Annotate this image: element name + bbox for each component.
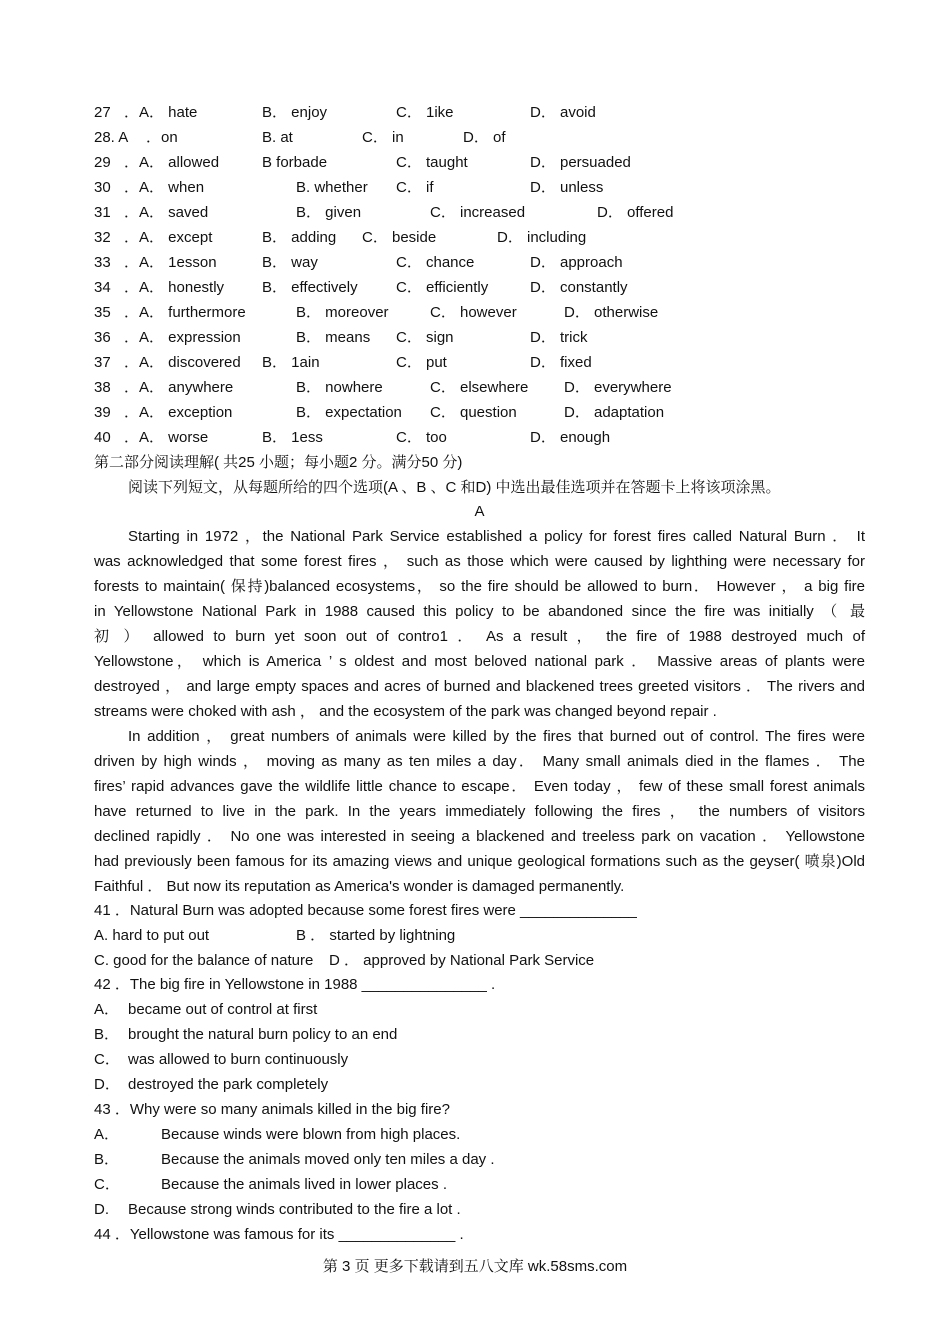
option-b: B ． started by lightning [296, 927, 456, 944]
option-letter: C． [94, 1051, 120, 1068]
question-number: 32 [94, 229, 111, 246]
option-a: ．A． except [124, 229, 213, 246]
option-b: B． 1ess [262, 429, 323, 446]
option-a: ．A． saved [124, 204, 209, 221]
option-b: B． nowhere [296, 379, 383, 396]
option-text: became out of control at first [128, 1001, 318, 1018]
option-b: B forbade [262, 154, 328, 171]
option-b: B． given [296, 204, 362, 221]
question-number: 35 [94, 304, 111, 321]
option-text: Because strong winds contributed to the fire a lot . [128, 1201, 461, 1218]
option-a: ．A． anywhere [124, 379, 234, 396]
option-letter: A． [94, 1126, 120, 1143]
option-a: ．on [146, 129, 178, 146]
option-c: C． sign [396, 329, 454, 346]
passage-line: In addition ， great numbers of animals were killed by the fires that burned out of control. The fires were [128, 728, 865, 745]
passage-line: in Yellowstone National Park in 1988 caused this policy to be abandoned since the fire was initially （ 最 [94, 603, 865, 620]
question-44-stem: 44 ．Yellowstone was famous for its ______________ . [94, 1226, 464, 1243]
option-d: D． including [497, 229, 587, 246]
option-c: C. good for the balance of nature [94, 952, 314, 969]
option-text: brought the natural burn policy to an end [128, 1026, 398, 1043]
question-number: 27 [94, 104, 111, 121]
option-c: C． chance [396, 254, 475, 271]
option-a: ．A． exception [124, 404, 233, 421]
option-letter: D． [94, 1076, 120, 1093]
passage-line: driven by high winds ， moving as many as ten miles a day． Many small animals died in the flames ． The [94, 753, 865, 770]
passage-line: destroyed ， and large empty spaces and acres of burned and blackened trees greeted visitors ． The rivers and [94, 678, 865, 695]
passage-line: 初 ） allowed to burn yet soon out of contro1 ． As a result ， the fire of 1988 destroyed much of [94, 628, 865, 645]
option-text: Because winds were blown from high places. [161, 1126, 461, 1143]
option-a: ．A． allowed [124, 154, 220, 171]
option-letter: A． [94, 1001, 120, 1018]
option-a: ．A． expression [124, 329, 241, 346]
option-letter: C． [94, 1176, 120, 1193]
option-b: B． moreover [296, 304, 389, 321]
question-number: 40 [94, 429, 111, 446]
option-d: D． approach [530, 254, 623, 271]
option-d: D． unless [530, 179, 604, 196]
option-letter: B． [94, 1026, 120, 1043]
option-c: C． beside [362, 229, 437, 246]
option-letter: B． [94, 1151, 120, 1168]
option-text: destroyed the park completely [128, 1076, 329, 1093]
passage-line: forests to maintain( 保持)balanced ecosystems， so the fire should be allowed to burn． However ， a big fire [94, 578, 865, 595]
option-a: ．A． honestly [124, 279, 225, 296]
option-d: D ． approved by National Park Service [329, 952, 595, 969]
option-c: C． efficiently [396, 279, 489, 296]
section-title: 第二部分阅读理解( 共25 小题；每小题2 分。满分50 分) [94, 454, 463, 471]
option-text: Because the animals moved only ten miles a day . [161, 1151, 495, 1168]
question-number: 28. A [94, 129, 129, 146]
option-b: B． way [262, 254, 318, 271]
option-b: B. whether [296, 179, 368, 196]
question-number: 37 [94, 354, 111, 371]
question-number: 29 [94, 154, 111, 171]
option-b: B． adding [262, 229, 337, 246]
option-a: ．A． furthermore [124, 304, 246, 321]
option-d: D． trick [530, 329, 588, 346]
question-number: 38 [94, 379, 111, 396]
option-d: D． offered [597, 204, 674, 221]
question-41-stem: 41 ．Natural Burn was adopted because some forest fires were ______________ [94, 902, 637, 919]
option-d: D． fixed [530, 354, 592, 371]
section-instruction: 阅读下列短文，从每题所给的四个选项(A 、B 、C 和D) 中选出最佳选项并在答题卡上将该项涂黑。 [128, 479, 781, 496]
option-a: ．A． when [124, 179, 205, 196]
option-c: C． if [396, 179, 434, 196]
passage-line: streams were choked with ash ， and the ecosystem of the park was changed beyond repair . [94, 703, 717, 720]
question-number: 33 [94, 254, 111, 271]
option-c: C． taught [396, 154, 468, 171]
option-c: C． too [396, 429, 447, 446]
question-number: 39 [94, 404, 111, 421]
option-b: B. at [262, 129, 293, 146]
option-d: D． everywhere [564, 379, 672, 396]
option-d: D． enough [530, 429, 611, 446]
passage-line: Faithful ． But now its reputation as America's wonder is damaged permanently. [94, 878, 625, 895]
option-d: D． constantly [530, 279, 628, 296]
option-text: was allowed to burn continuously [128, 1051, 349, 1068]
question-number: 34 [94, 279, 111, 296]
option-d: D． avoid [530, 104, 596, 121]
passage-label: A [474, 503, 485, 520]
question-42-stem: 42 ．The big fire in Yellowstone in 1988 _______________ . [94, 976, 496, 993]
passage-line: declined rapidly ． No one was interested in seeing a blackened and treeless park on vacation ． Yellowstone [94, 828, 865, 845]
passage-line: fires’ rapid advances gave the wildlife little chance to escape． Even today ， few of these small forest animals [94, 778, 865, 795]
option-c: C． question [430, 404, 517, 421]
passage-line: Yellowstone， which is America ’ s oldest and most beloved national park ． Massive areas of plants were [94, 653, 865, 670]
option-c: C． elsewhere [430, 379, 529, 396]
passage-line: Starting in 1972 ，the National Park Service established a policy for forest fires called Natural Burn ． It [128, 528, 865, 545]
option-d: D． adaptation [564, 404, 665, 421]
option-c: C． put [396, 354, 447, 371]
option-b: B． effectively [262, 279, 358, 296]
option-d: D． persuaded [530, 154, 631, 171]
option-a: ．A． worse [124, 429, 209, 446]
option-c: C． 1ike [396, 104, 454, 121]
option-b: B． expectation [296, 404, 402, 421]
passage-line: have returned to live in the park. In the years immediately following the fires ， the numbers of visitors [94, 803, 865, 820]
option-c: C． increased [430, 204, 526, 221]
option-a: A. hard to put out [94, 927, 210, 944]
question-number: 36 [94, 329, 111, 346]
option-letter: D. [94, 1201, 109, 1218]
option-a: ．A． hate [124, 104, 198, 121]
question-43-stem: 43 ．Why were so many animals killed in the big fire? [94, 1101, 450, 1118]
option-b: B． enjoy [262, 104, 328, 121]
option-a: ．A． 1esson [124, 254, 217, 271]
passage-line: was acknowledged that some forest fires ， such as those which were caused by lighthing were necessary for [94, 553, 865, 570]
page-footer: 第 3 页 更多下载请到五八文库 wk.58sms.com [322, 1258, 628, 1275]
option-text: Because the animals lived in lower places . [161, 1176, 447, 1193]
option-c: C． in [362, 129, 404, 146]
question-number: 30 [94, 179, 111, 196]
option-b: B． means [296, 329, 371, 346]
option-c: C． however [430, 304, 517, 321]
option-d: D． otherwise [564, 304, 659, 321]
option-a: ．A． discovered [124, 354, 241, 371]
option-b: B． 1ain [262, 354, 320, 371]
option-d: D． of [463, 129, 506, 146]
question-number: 31 [94, 204, 111, 221]
passage-line: had previously been famous for its amazing views and unique geological formations such as the geyser( 喷泉)Old [94, 853, 865, 870]
